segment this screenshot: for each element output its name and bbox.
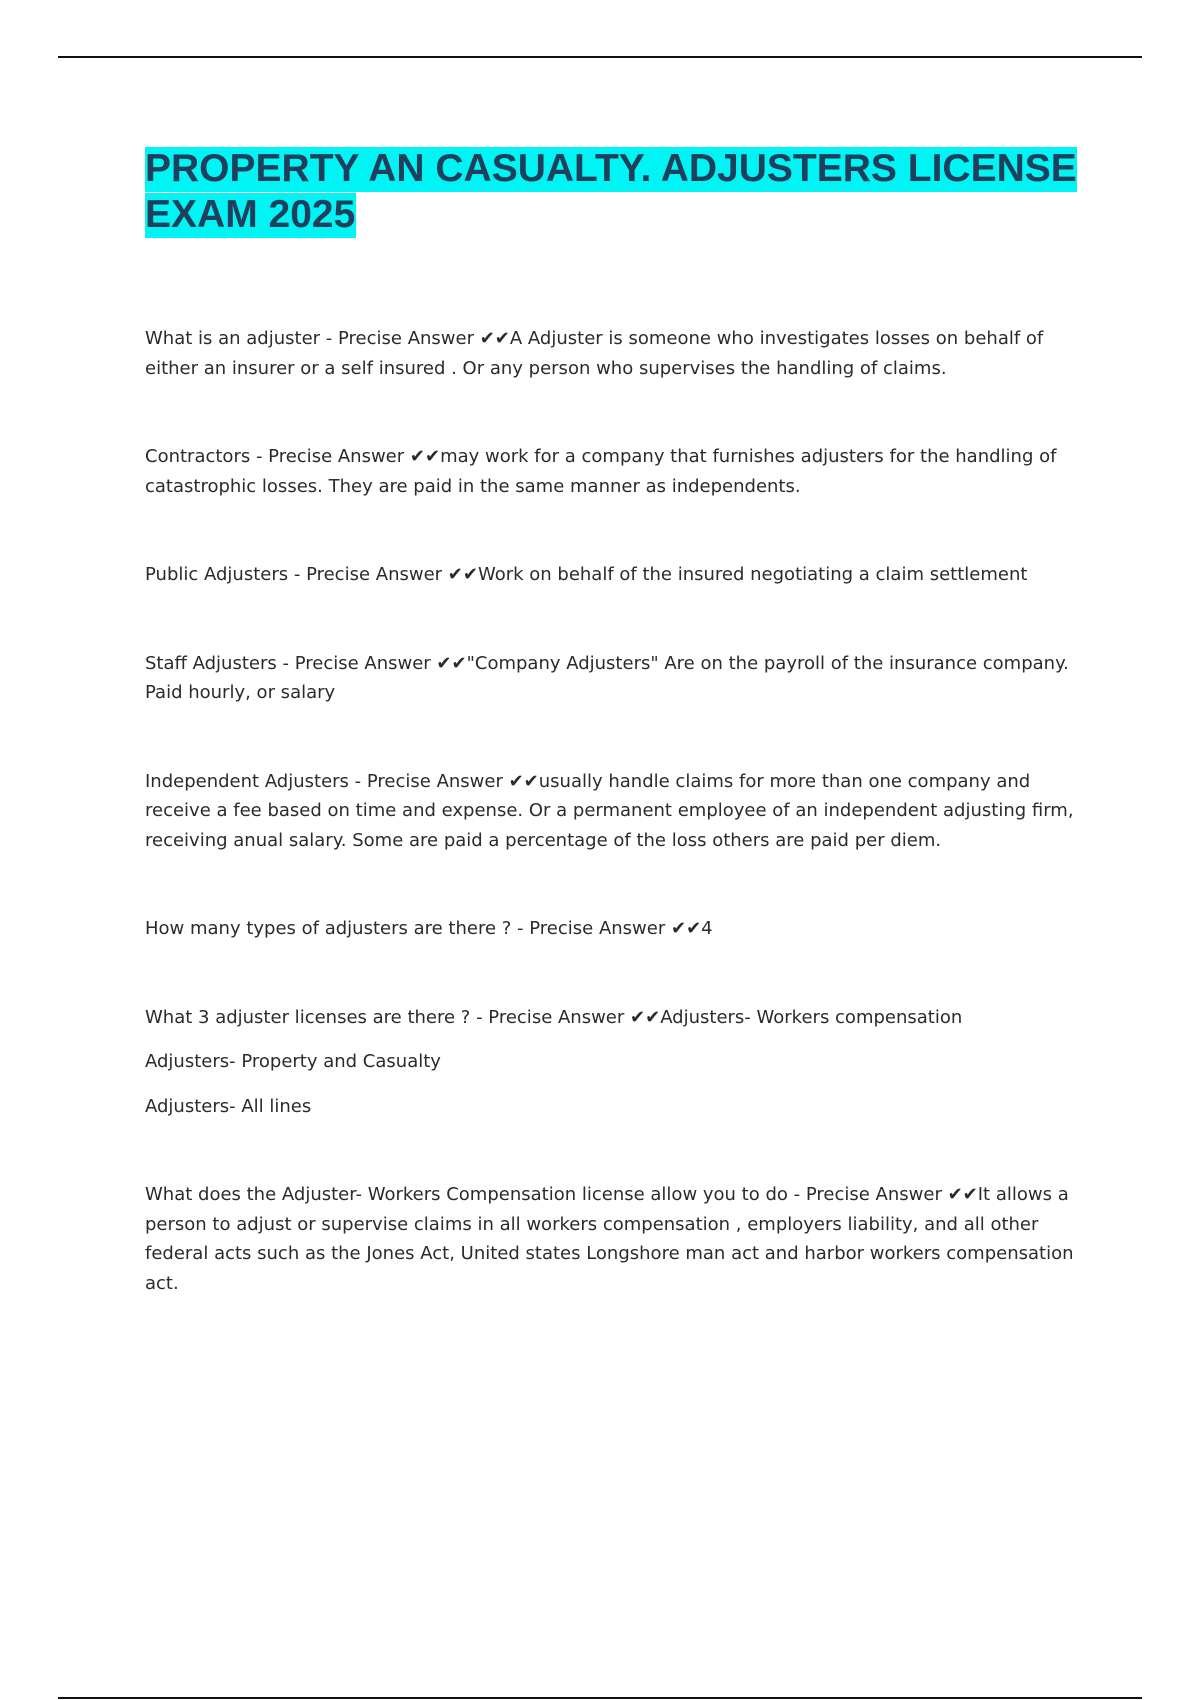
qa-entry — [145, 767, 1085, 856]
answer-text: 4 — [701, 918, 713, 939]
top-rule — [58, 56, 1142, 58]
answer-text: It allows a person to adjust or supervise claims in all workers compensation , employers liability, and all other federal acts such as the Jones Act, United states Longshore man act and harbor workers compensation act. — [145, 1184, 1074, 1294]
check-marks-icon: ✔✔ — [479, 328, 510, 349]
question-text: What 3 adjuster licenses are there ? — [145, 1006, 471, 1028]
answer-label: - Precise Answer — [288, 564, 448, 585]
document-title — [145, 146, 1085, 238]
answer-text: "Company Adjusters" Are on the payroll of the insurance company. Paid hourly, or salary — [145, 652, 1069, 703]
answer-continuation: Adjusters- Property and Casualty — [145, 1051, 441, 1072]
question-text: Contractors — [145, 446, 251, 467]
qa-text — [145, 324, 1085, 383]
answer-text: Work on behalf of the insured negotiating a claim settlement — [477, 564, 1028, 585]
question-text: How many types of adjusters are there ? — [145, 918, 512, 939]
qa-entry — [145, 649, 1085, 708]
qa-entry — [145, 1180, 1085, 1298]
check-marks-icon: ✔✔ — [409, 446, 441, 467]
qa-text — [145, 1003, 1085, 1033]
answer-label: - Precise Answer — [511, 918, 671, 939]
answer-text: Adjusters- Workers compensation — [660, 1006, 963, 1028]
answer-label: - Precise Answer — [320, 328, 480, 349]
answer-text: usually handle claims for more than one company and receive a fee based on time and expense. Or a permanent employee of an independent adjusting firm, receiving anual salary. Some are paid a percentage of the loss others are paid per diem. — [145, 770, 1074, 851]
qa-text — [145, 914, 1085, 944]
qa-entry — [145, 560, 1085, 590]
document-page — [145, 146, 1085, 1357]
answer-label: - Precise Answer — [348, 770, 509, 792]
check-marks-icon: ✔✔ — [670, 918, 702, 939]
qa-entry — [145, 324, 1085, 383]
answer-text: may work for a company that furnishes adjusters for the handling of catastrophic losses. They are paid in the same manner as independents. — [145, 446, 1057, 497]
qa-text — [145, 767, 1085, 856]
qa-text — [145, 649, 1085, 708]
bottom-rule — [58, 1697, 1142, 1699]
answer-text: A Adjuster is someone who investigates losses on behalf of either an insurer or a self insured . Or any person who supervises the handling of claims. — [145, 328, 1044, 379]
answer-label: - Precise Answer — [787, 1184, 948, 1205]
check-marks-icon: ✔✔ — [947, 1184, 978, 1205]
qa-entry — [145, 1003, 1085, 1122]
question-text: Public Adjusters — [145, 564, 289, 585]
qa-text — [145, 442, 1085, 501]
check-marks-icon: ✔✔ — [447, 564, 478, 585]
question-text: What is an adjuster — [145, 328, 321, 349]
check-marks-icon: ✔✔ — [508, 770, 539, 792]
qa-list — [145, 324, 1085, 1298]
answer-label: - Precise Answer — [276, 652, 437, 674]
title-highlight: PROPERTY AN CASUALTY. ADJUSTERS LICENSE EXAM 2025 — [145, 147, 1077, 236]
check-marks-icon: ✔✔ — [630, 1006, 661, 1028]
answer-label: - Precise Answer — [250, 446, 410, 467]
qa-entry — [145, 914, 1085, 944]
answer-continuation: Adjusters- All lines — [145, 1095, 312, 1117]
qa-entry — [145, 442, 1085, 501]
qa-text — [145, 1180, 1085, 1298]
check-marks-icon: ✔✔ — [436, 652, 467, 674]
answer-label: - Precise Answer — [470, 1006, 631, 1028]
question-text: Independent Adjusters — [145, 770, 349, 792]
question-text: Staff Adjusters — [145, 652, 277, 674]
question-text: What does the Adjuster- Workers Compensation license allow you to do — [145, 1184, 788, 1205]
qa-text — [145, 560, 1085, 590]
